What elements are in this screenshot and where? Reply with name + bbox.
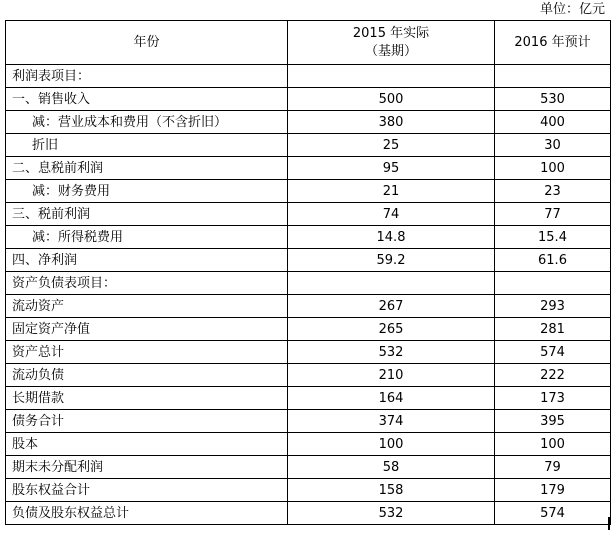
header-2016: 2016 年预计 bbox=[495, 21, 611, 65]
table-row bbox=[6, 134, 611, 157]
value-2016: 23 bbox=[495, 180, 611, 203]
value-2016: 179 bbox=[495, 479, 611, 502]
value-2015: 158 bbox=[288, 479, 495, 502]
value-2015: 100 bbox=[288, 433, 495, 456]
table-row bbox=[6, 203, 611, 226]
table-row bbox=[6, 502, 611, 525]
value-2016: 173 bbox=[495, 387, 611, 410]
value-2016: 400 bbox=[495, 111, 611, 134]
row-label: 三、税前利润 bbox=[6, 203, 288, 226]
value-2016 bbox=[495, 65, 611, 88]
value-2015: 210 bbox=[288, 364, 495, 387]
row-label: 固定资产净值 bbox=[6, 318, 288, 341]
row-label: 二、息税前利润 bbox=[6, 157, 288, 180]
value-2016: 574 bbox=[495, 502, 611, 525]
row-label: 四、净利润 bbox=[6, 249, 288, 272]
row-label: 债务合计 bbox=[6, 410, 288, 433]
value-2016: 100 bbox=[495, 157, 611, 180]
value-2015: 58 bbox=[288, 456, 495, 479]
value-2015: 265 bbox=[288, 318, 495, 341]
value-2015: 164 bbox=[288, 387, 495, 410]
row-label: 期末未分配利润 bbox=[6, 456, 288, 479]
value-2016: 395 bbox=[495, 410, 611, 433]
value-2015 bbox=[288, 65, 495, 88]
value-2015: 25 bbox=[288, 134, 495, 157]
table-header-row bbox=[6, 21, 611, 65]
value-2015: 532 bbox=[288, 502, 495, 525]
value-2015: 380 bbox=[288, 111, 495, 134]
row-label: 减：财务费用 bbox=[6, 180, 288, 203]
row-label: 股本 bbox=[6, 433, 288, 456]
table-row bbox=[6, 88, 611, 111]
unit-label: 单位：亿元 bbox=[539, 2, 605, 17]
table-row bbox=[6, 249, 611, 272]
row-label: 减：所得税费用 bbox=[6, 226, 288, 249]
value-2016 bbox=[495, 272, 611, 295]
edge-mark bbox=[608, 517, 610, 530]
table-row bbox=[6, 157, 611, 180]
row-label: 流动资产 bbox=[6, 295, 288, 318]
table-body bbox=[6, 65, 611, 525]
row-label: 资产总计 bbox=[6, 341, 288, 364]
table-row bbox=[6, 341, 611, 364]
row-label: 折旧 bbox=[6, 134, 288, 157]
value-2016: 222 bbox=[495, 364, 611, 387]
value-2016: 574 bbox=[495, 341, 611, 364]
table-row bbox=[6, 433, 611, 456]
value-2016: 30 bbox=[495, 134, 611, 157]
table-row bbox=[6, 456, 611, 479]
table-row bbox=[6, 272, 611, 295]
value-2016: 281 bbox=[495, 318, 611, 341]
financial-table bbox=[5, 20, 611, 525]
row-label: 资产负债表项目： bbox=[6, 272, 288, 295]
row-label: 流动负债 bbox=[6, 364, 288, 387]
row-label: 股东权益合计 bbox=[6, 479, 288, 502]
table-row bbox=[6, 479, 611, 502]
table-row bbox=[6, 387, 611, 410]
row-label: 负债及股东权益总计 bbox=[6, 502, 288, 525]
value-2015: 532 bbox=[288, 341, 495, 364]
table-row bbox=[6, 295, 611, 318]
table-row bbox=[6, 410, 611, 433]
value-2015: 74 bbox=[288, 203, 495, 226]
table-row bbox=[6, 364, 611, 387]
value-2015: 267 bbox=[288, 295, 495, 318]
table-row bbox=[6, 111, 611, 134]
header-2015-line2: （基期） bbox=[364, 43, 417, 59]
row-label: 利润表项目： bbox=[6, 65, 288, 88]
table-row bbox=[6, 318, 611, 341]
value-2015 bbox=[288, 272, 495, 295]
value-2015: 500 bbox=[288, 88, 495, 111]
value-2016: 530 bbox=[495, 88, 611, 111]
row-label: 一、销售收入 bbox=[6, 88, 288, 111]
value-2016: 77 bbox=[495, 203, 611, 226]
table-row bbox=[6, 226, 611, 249]
header-2015 bbox=[288, 21, 495, 65]
table-row bbox=[6, 65, 611, 88]
value-2016: 61.6 bbox=[495, 249, 611, 272]
value-2015: 374 bbox=[288, 410, 495, 433]
value-2015: 95 bbox=[288, 157, 495, 180]
value-2015: 14.8 bbox=[288, 226, 495, 249]
value-2016: 15.4 bbox=[495, 226, 611, 249]
row-label: 减：营业成本和费用（不含折旧） bbox=[6, 111, 288, 134]
table-row bbox=[6, 180, 611, 203]
value-2015: 59.2 bbox=[288, 249, 495, 272]
value-2016: 293 bbox=[495, 295, 611, 318]
header-2015-line1: 2015 年实际 bbox=[352, 25, 430, 41]
value-2016: 79 bbox=[495, 456, 611, 479]
row-label: 长期借款 bbox=[6, 387, 288, 410]
value-2016: 100 bbox=[495, 433, 611, 456]
value-2015: 21 bbox=[288, 180, 495, 203]
header-year: 年份 bbox=[6, 21, 288, 65]
